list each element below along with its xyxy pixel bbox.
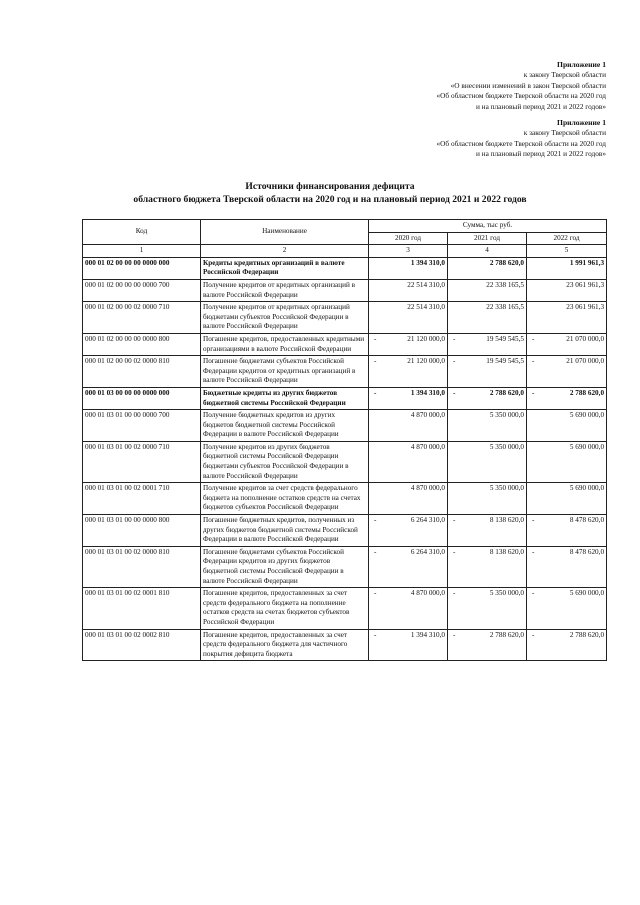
header-year-2022: 2022 год — [527, 232, 607, 245]
row-value-2020 — [369, 333, 448, 355]
title-line-2: областного бюджета Тверской области на 2020 год и на плановый период 2021 и 2022 годов — [133, 194, 527, 205]
row-name: Погашение бюджетами субъектов Российской Федерации кредитов из других бюджетов бюджетной системы Российской Федерации в валюте Российской Федерации — [201, 546, 369, 587]
appendix-line: «Об областном бюджете Тверской области на 2020 год — [436, 91, 606, 101]
value-text: 22 514 310,0 — [407, 303, 445, 312]
value-text: 2 788 620,0 — [489, 258, 524, 267]
value-text: 5 350 000,0 — [489, 411, 524, 420]
row-value-2021 — [448, 441, 527, 482]
header-year-2021: 2021 год — [448, 232, 527, 245]
value-text: 1 394 310,0 — [410, 258, 445, 267]
value-text: 21 070 000,0 — [566, 357, 605, 366]
table-row — [83, 410, 607, 442]
row-value-2022 — [527, 279, 607, 301]
table-row — [83, 279, 607, 301]
row-value-2022 — [527, 441, 607, 482]
row-code: 000 01 02 00 00 00 0000 000 — [83, 257, 201, 279]
table-row — [83, 515, 607, 547]
title-line-1: Источники финансирования дефицита — [245, 181, 415, 192]
table-row — [83, 441, 607, 482]
minus-sign: - — [532, 334, 535, 343]
col-number: 1 — [83, 245, 201, 258]
row-value-2020 — [369, 515, 448, 547]
value-text: 2 788 620,0 — [569, 630, 605, 639]
row-code: 000 01 03 01 00 02 0002 810 — [83, 629, 201, 661]
value-text: 8 478 620,0 — [569, 547, 605, 556]
appendix-line: «Об областном бюджете Тверской области на 2020 год — [436, 138, 606, 148]
row-value-2020 — [369, 387, 448, 409]
row-value-2021 — [448, 629, 527, 661]
value-text: 1 394 310,0 — [410, 630, 445, 639]
header-name: Наименование — [201, 220, 369, 245]
value-text: 4 870 000,0 — [410, 484, 445, 493]
table-body — [83, 257, 607, 661]
appendix-line: «О внесении изменений в закон Тверской области — [450, 80, 606, 90]
value-text: 5 690 000,0 — [569, 411, 605, 420]
value-text: 5 690 000,0 — [569, 589, 605, 598]
value-text: 4 870 000,0 — [410, 442, 445, 451]
row-name: Кредиты кредитных организаций в валюте Российской Федерации — [201, 257, 369, 279]
row-value-2020 — [369, 356, 448, 388]
row-value-2022 — [527, 483, 607, 515]
col-number: 5 — [527, 245, 607, 258]
row-value-2021 — [448, 546, 527, 587]
document-title — [60, 180, 600, 206]
value-text: 22 338 165,5 — [486, 303, 524, 312]
row-code: 000 01 02 00 00 00 0000 700 — [83, 279, 201, 301]
table-row — [83, 302, 607, 334]
minus-sign: - — [532, 388, 535, 397]
minus-sign: - — [374, 357, 377, 366]
value-text: 6 264 310,0 — [410, 516, 445, 525]
row-value-2021 — [448, 333, 527, 355]
row-value-2021 — [448, 257, 527, 279]
row-value-2022 — [527, 629, 607, 661]
row-name: Погашение кредитов, предоставленных за счет средств федерального бюджета для частичного покрытия дефицита бюджета — [201, 629, 369, 661]
row-name: Бюджетные кредиты из других бюджетов бюджетной системы Российской Федерации — [201, 387, 369, 409]
table-row — [83, 629, 607, 661]
minus-sign: - — [532, 357, 535, 366]
row-name: Погашение бюджетами субъектов Российской Федерации кредитов от кредитных организаций в валюте Российской Федерации — [201, 356, 369, 388]
value-text: 2 788 620,0 — [569, 388, 605, 397]
value-text: 5 350 000,0 — [489, 442, 524, 451]
value-text: 23 061 961,3 — [566, 303, 605, 312]
value-text: 23 061 961,3 — [566, 280, 605, 289]
row-value-2020 — [369, 441, 448, 482]
minus-sign: - — [453, 589, 456, 598]
col-number: 4 — [448, 245, 527, 258]
table-row — [83, 546, 607, 587]
table-row — [83, 333, 607, 355]
financing-sources-table — [82, 219, 607, 661]
row-name: Погашение кредитов, предоставленных кредитными организациями в валюте Российской Федерации — [201, 333, 369, 355]
row-value-2022 — [527, 515, 607, 547]
row-value-2022 — [527, 546, 607, 587]
minus-sign: - — [532, 630, 535, 639]
row-value-2020 — [369, 588, 448, 629]
row-value-2022 — [527, 410, 607, 442]
row-code: 000 01 03 01 00 02 0000 710 — [83, 441, 201, 482]
table-row — [83, 387, 607, 409]
row-value-2022 — [527, 333, 607, 355]
minus-sign: - — [453, 334, 456, 343]
minus-sign: - — [453, 516, 456, 525]
minus-sign: - — [453, 357, 456, 366]
table-row — [83, 483, 607, 515]
row-code: 000 01 02 00 00 02 0000 710 — [83, 302, 201, 334]
row-code: 000 01 03 01 00 00 0000 800 — [83, 515, 201, 547]
value-text: 4 870 000,0 — [410, 411, 445, 420]
value-text: 21 120 000,0 — [407, 357, 445, 366]
row-name: Погашение бюджетных кредитов, полученных из других бюджетов бюджетной системы Российской Федерации в валюте Российской Федерации — [201, 515, 369, 547]
appendix-original — [437, 118, 606, 160]
row-value-2022 — [527, 302, 607, 334]
table-row — [83, 356, 607, 388]
header-code: Код — [83, 220, 201, 245]
row-value-2021 — [448, 279, 527, 301]
col-number: 2 — [201, 245, 369, 258]
row-value-2022 — [527, 356, 607, 388]
value-text: 8 478 620,0 — [569, 516, 605, 525]
col-number: 3 — [369, 245, 448, 258]
value-text: 1 991 961,3 — [569, 258, 605, 267]
row-code: 000 01 03 01 00 02 0001 810 — [83, 588, 201, 629]
minus-sign: - — [453, 388, 456, 397]
row-code: 000 01 03 01 00 02 0000 810 — [83, 546, 201, 587]
table-row — [83, 257, 607, 279]
row-code: 000 01 03 01 00 02 0001 710 — [83, 483, 201, 515]
value-text: 5 690 000,0 — [569, 484, 605, 493]
row-name: Погашение кредитов, предоставленных за счет средств федерального бюджета на пополнение остатков средств на счетах бюджетов субъектов Российской Федерации — [201, 588, 369, 629]
value-text: 19 549 545,5 — [486, 334, 524, 343]
header-year-2020: 2020 год — [369, 232, 448, 245]
row-value-2021 — [448, 515, 527, 547]
row-name: Получение кредитов из других бюджетов бюджетной системы Российской Федерации бюджетами субъектов Российской Федерации в валюте Российской Федерации — [201, 441, 369, 482]
row-value-2020 — [369, 483, 448, 515]
row-value-2020 — [369, 257, 448, 279]
value-text: 8 138 620,0 — [489, 516, 524, 525]
value-text: 2 788 620,0 — [489, 630, 524, 639]
row-value-2020 — [369, 410, 448, 442]
row-name: Получение кредитов от кредитных организаций в валюте Российской Федерации — [201, 279, 369, 301]
appendix-line: к закону Тверской области — [523, 128, 606, 138]
row-code: 000 01 02 00 00 02 0000 810 — [83, 356, 201, 388]
value-text: 5 350 000,0 — [489, 484, 524, 493]
row-value-2020 — [369, 629, 448, 661]
header-sum: Сумма, тыс руб. — [369, 220, 607, 233]
row-value-2021 — [448, 483, 527, 515]
row-code: 000 01 03 01 00 00 0000 700 — [83, 410, 201, 442]
row-value-2020 — [369, 302, 448, 334]
value-text: 1 394 310,0 — [410, 388, 445, 397]
row-value-2021 — [448, 410, 527, 442]
row-value-2021 — [448, 387, 527, 409]
value-text: 8 138 620,0 — [489, 547, 524, 556]
row-value-2021 — [448, 588, 527, 629]
value-text: 5 690 000,0 — [569, 442, 605, 451]
row-value-2022 — [527, 257, 607, 279]
value-text: 6 264 310,0 — [410, 547, 445, 556]
value-text: 4 870 000,0 — [410, 589, 445, 598]
minus-sign: - — [374, 334, 377, 343]
value-text: 22 514 310,0 — [407, 280, 445, 289]
appendix-title: Приложение 1 — [557, 60, 606, 69]
minus-sign: - — [453, 630, 456, 639]
row-code: 000 01 02 00 00 00 0000 800 — [83, 333, 201, 355]
minus-sign: - — [532, 589, 535, 598]
minus-sign: - — [453, 547, 456, 556]
value-text: 19 549 545,5 — [486, 357, 524, 366]
minus-sign: - — [374, 547, 377, 556]
row-value-2022 — [527, 387, 607, 409]
value-text: 21 070 000,0 — [566, 334, 605, 343]
minus-sign: - — [532, 516, 535, 525]
value-text: 2 788 620,0 — [489, 388, 524, 397]
row-name: Получение бюджетных кредитов из других бюджетов бюджетной системы Российской Федерации в валюте Российской Федерации — [201, 410, 369, 442]
value-text: 5 350 000,0 — [489, 589, 524, 598]
row-value-2020 — [369, 279, 448, 301]
minus-sign: - — [532, 547, 535, 556]
table-row — [83, 588, 607, 629]
value-text: 21 120 000,0 — [407, 334, 445, 343]
minus-sign: - — [374, 516, 377, 525]
row-value-2022 — [527, 588, 607, 629]
appendix-line: к закону Тверской области — [523, 70, 606, 80]
appendix-line: и на плановый период 2021 и 2022 годов» — [475, 101, 606, 111]
row-name: Получение кредитов от кредитных организаций бюджетами субъектов Российской Федерации в валюте Российской Федерации — [201, 302, 369, 334]
row-name: Получение кредитов за счет средств федерального бюджета на пополнение остатков средств на счетах бюджетов субъектов Российской Федерации — [201, 483, 369, 515]
minus-sign: - — [374, 589, 377, 598]
row-value-2021 — [448, 356, 527, 388]
minus-sign: - — [374, 388, 377, 397]
appendix-title: Приложение 1 — [557, 118, 606, 127]
row-value-2021 — [448, 302, 527, 334]
appendix-line: и на плановый период 2021 и 2022 годов» — [475, 149, 606, 159]
value-text: 22 338 165,5 — [486, 280, 524, 289]
row-value-2020 — [369, 546, 448, 587]
appendix-current — [437, 60, 606, 112]
row-code: 000 01 03 00 00 00 0000 000 — [83, 387, 201, 409]
minus-sign: - — [374, 630, 377, 639]
